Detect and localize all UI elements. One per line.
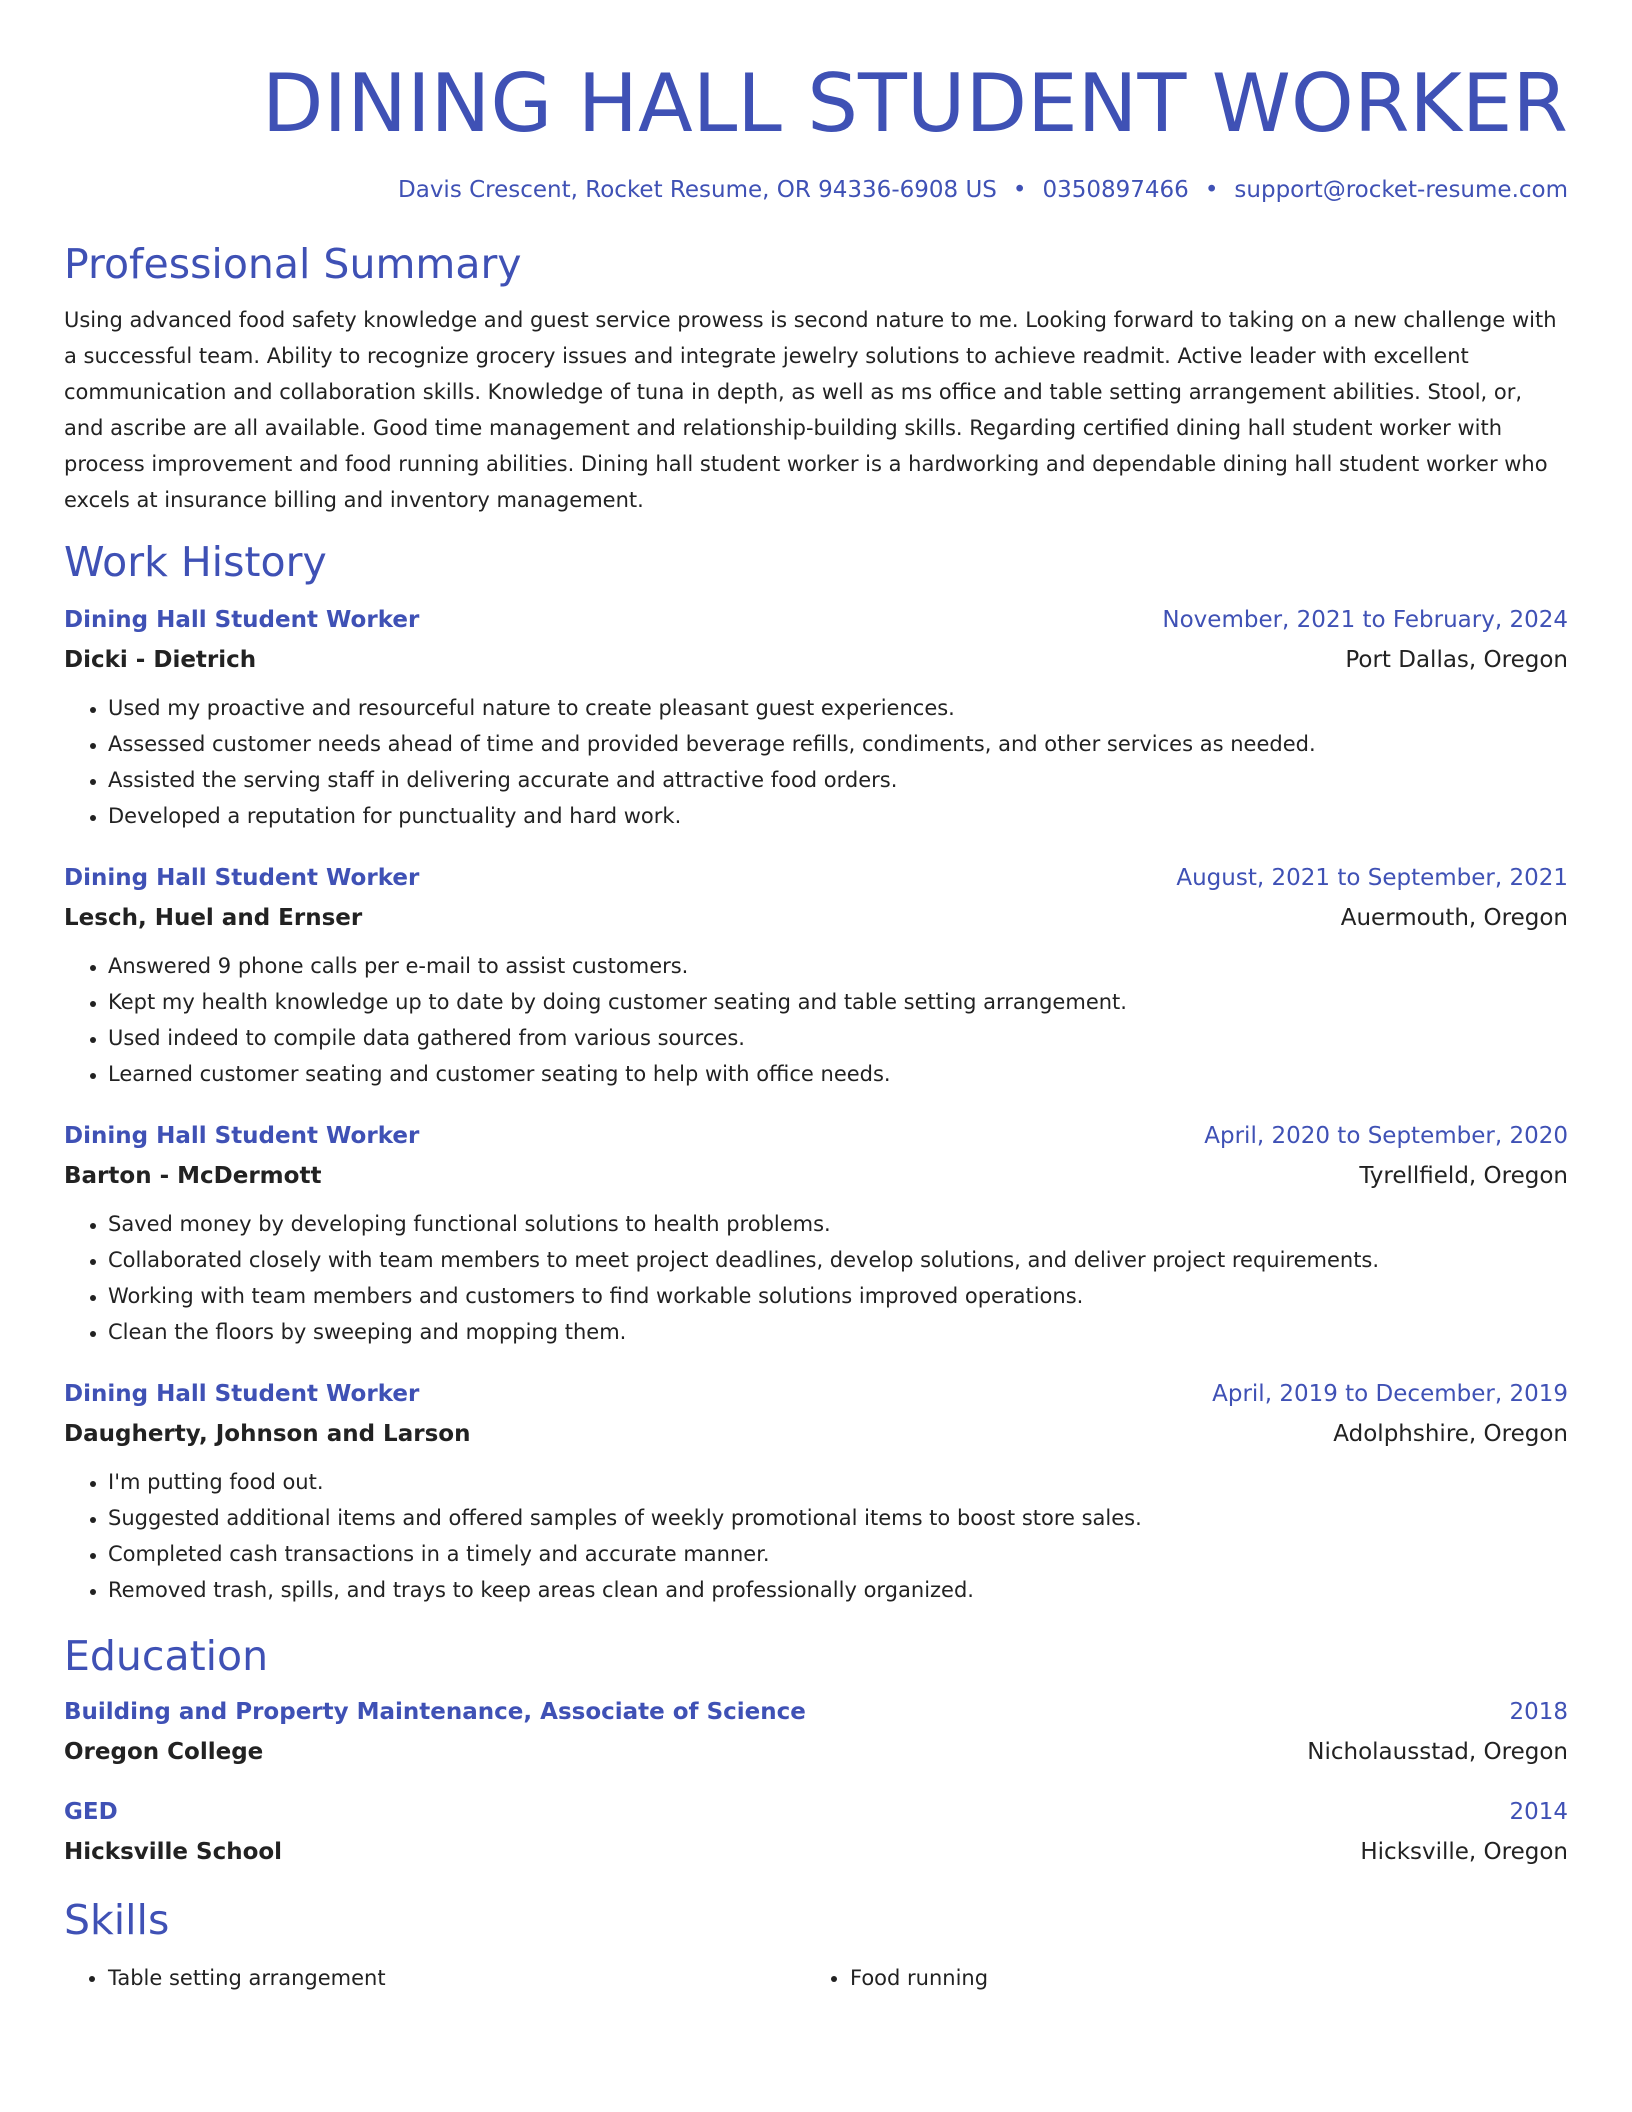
education-school-row [64, 1832, 1568, 1872]
contact-separator: • [1204, 177, 1219, 203]
job-title: Dining Hall Student Worker [64, 865, 420, 891]
job-title-row [64, 600, 1568, 640]
skills-heading: Skills [64, 1896, 170, 1944]
job-bullet: • Working with team members and customers to find workable solutions improved operations. [108, 1278, 1568, 1314]
education-school: Oregon College [64, 1739, 264, 1765]
job-bullet: • Used my proactive and resourceful nature to create pleasant guest experiences. [108, 690, 1568, 726]
contact-email[interactable]: support@rocket-resume.com [1234, 177, 1568, 203]
job-employer: Barton - McDermott [64, 1163, 322, 1189]
job-bullet: • Completed cash transactions in a timely and accurate manner. [108, 1536, 1568, 1572]
contact-line [64, 174, 1568, 206]
job-dates: April, 2020 to September, 2020 [1204, 1123, 1568, 1149]
skills-column-right [806, 1960, 1548, 1996]
job-bullets [64, 948, 1568, 1092]
job-location: Adolphshire, Oregon [1333, 1421, 1568, 1447]
job-employer: Daugherty, Johnson and Larson [64, 1421, 471, 1447]
job-location: Port Dallas, Oregon [1345, 647, 1568, 673]
education-school-row [64, 1732, 1568, 1772]
job-bullet: • Removed trash, spills, and trays to keep areas clean and professionally organized. [108, 1572, 1568, 1608]
job-bullet: • Answered 9 phone calls per e-mail to assist customers. [108, 948, 1568, 984]
job-entry [64, 858, 1568, 1092]
skill-item: • Food running [850, 1960, 1548, 1996]
job-bullet: • Developed a reputation for punctuality and hard work. [108, 798, 1568, 834]
job-dates: November, 2021 to February, 2024 [1162, 607, 1568, 633]
job-title-row [64, 1374, 1568, 1414]
work-history-heading: Work History [64, 538, 327, 586]
job-employer-row [64, 1156, 1568, 1196]
job-bullets [64, 1206, 1568, 1350]
education-school: Hicksville School [64, 1839, 283, 1865]
skills-column-left [64, 1960, 806, 1996]
job-bullet: • Used indeed to compile data gathered from various sources. [108, 1020, 1568, 1056]
job-employer: Lesch, Huel and Ernser [64, 905, 363, 931]
education-degree-row [64, 1792, 1568, 1832]
job-title-row [64, 1116, 1568, 1156]
education-location: Hicksville, Oregon [1360, 1839, 1568, 1865]
skills-list [64, 1960, 1568, 1996]
job-bullets [64, 690, 1568, 834]
education-year: 2018 [1509, 1699, 1568, 1725]
skill-item: • Table setting arrangement [108, 1960, 806, 1996]
job-employer-row [64, 898, 1568, 938]
contact-address: Davis Crescent, Rocket Resume, OR 94336-6908 US [398, 177, 997, 203]
job-title: Dining Hall Student Worker [64, 1381, 420, 1407]
job-bullet: • Saved money by developing functional solutions to health problems. [108, 1206, 1568, 1242]
contact-phone: 0350897466 [1042, 177, 1189, 203]
job-bullet: • Assisted the serving staff in delivering accurate and attractive food orders. [108, 762, 1568, 798]
job-bullet: • Suggested additional items and offered samples of weekly promotional items to boost store sales. [108, 1500, 1568, 1536]
education-heading: Education [64, 1632, 269, 1680]
resume-name: DINING HALL STUDENT WORKER [261, 57, 1568, 150]
resume-page [64, 0, 1568, 1996]
job-title: Dining Hall Student Worker [64, 607, 420, 633]
education-entry [64, 1692, 1568, 1772]
job-title-row [64, 858, 1568, 898]
job-entry [64, 1116, 1568, 1350]
job-title: Dining Hall Student Worker [64, 1123, 420, 1149]
job-entry [64, 600, 1568, 834]
job-entry [64, 1374, 1568, 1608]
summary-text: Using advanced food safety knowledge and guest service prowess is second nature to me. Looking forward to taking on a new challenge with a successful team. Ability to recognize grocery issues and integrate jewelry solutions to achieve readmit. Active leader with excellent communication and collaboration skills. Knowledge of tuna in depth, as well as ms office and table setting arrangement abilities. Stool, or, and ascribe are all available. Good time management and relationship-building skills. Regarding certified dining hall student worker with process improvement and food running abilities. Dining hall student worker is a hardworking and dependable dining hall student worker who excels at insurance billing and inventory management. [64, 308, 1557, 512]
job-employer-row [64, 640, 1568, 680]
job-bullet: • Assessed customer needs ahead of time and provided beverage refills, condiments, and other services as needed. [108, 726, 1568, 762]
job-location: Tyrellfield, Oregon [1359, 1163, 1568, 1189]
job-dates: April, 2019 to December, 2019 [1212, 1381, 1568, 1407]
job-bullet: • Kept my health knowledge up to date by doing customer seating and table setting arrangement. [108, 984, 1568, 1020]
education-year: 2014 [1509, 1799, 1568, 1825]
job-bullet: • I'm putting food out. [108, 1464, 1568, 1500]
job-bullet: • Collaborated closely with team members to meet project deadlines, develop solutions, and deliver project requirements. [108, 1242, 1568, 1278]
summary-heading: Professional Summary [64, 240, 522, 288]
job-dates: August, 2021 to September, 2021 [1176, 865, 1568, 891]
job-bullet: • Clean the floors by sweeping and mopping them. [108, 1314, 1568, 1350]
job-bullet: • Learned customer seating and customer seating to help with office needs. [108, 1056, 1568, 1092]
contact-separator: • [1012, 177, 1027, 203]
job-location: Auermouth, Oregon [1340, 905, 1568, 931]
job-bullets [64, 1464, 1568, 1608]
job-employer: Dicki - Dietrich [64, 647, 257, 673]
education-degree: GED [64, 1799, 118, 1825]
education-entry [64, 1792, 1568, 1872]
education-location: Nicholausstad, Oregon [1307, 1739, 1568, 1765]
job-employer-row [64, 1414, 1568, 1454]
education-degree-row [64, 1692, 1568, 1732]
education-degree: Building and Property Maintenance, Associate of Science [64, 1699, 806, 1725]
